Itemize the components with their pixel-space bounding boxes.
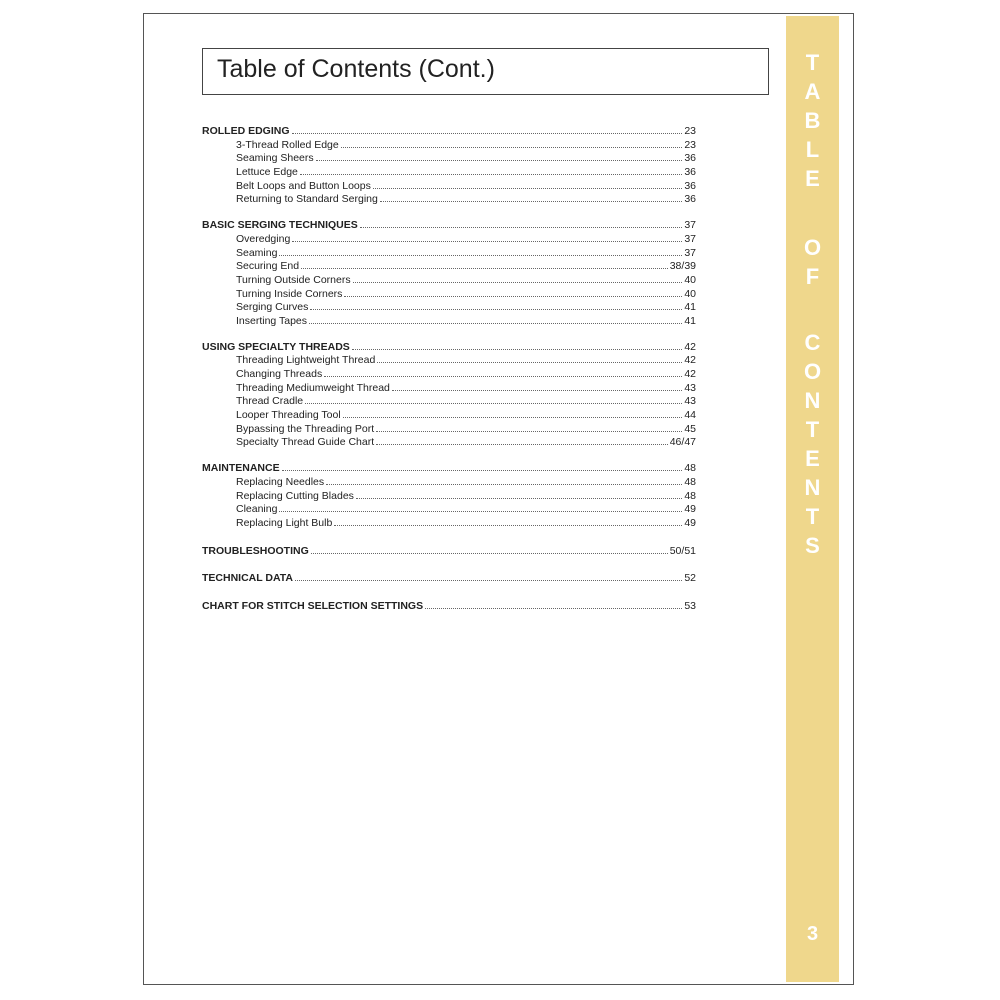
dot-leader: [305, 403, 682, 404]
section-spacer: [202, 586, 696, 600]
toc-entry-label: CHART FOR STITCH SELECTION SETTINGS: [202, 599, 424, 612]
side-tab-letter: T: [805, 50, 820, 75]
toc-entry-label: ROLLED EDGING: [202, 125, 290, 137]
toc-subentry[interactable]: [202, 395, 696, 409]
dot-leader: [316, 160, 683, 161]
toc-entry-page: 41: [684, 314, 696, 327]
dot-leader: [292, 241, 682, 242]
toc-entry-page: 23: [684, 138, 696, 151]
dot-leader: [352, 349, 683, 350]
toc-subentry[interactable]: [202, 423, 696, 437]
dot-leader: [334, 525, 682, 526]
toc-section-heading[interactable]: [202, 600, 696, 614]
side-tab-letter: C: [804, 330, 821, 355]
toc-entry-label: Threading Mediumweight Thread: [236, 381, 390, 394]
toc-entry-label: TECHNICAL DATA: [202, 572, 293, 585]
dot-leader: [373, 188, 682, 189]
toc-entry-label: Returning to Standard Serging: [236, 193, 378, 206]
dot-leader: [392, 390, 682, 391]
side-tab-letter: T: [805, 504, 820, 529]
dot-leader: [295, 580, 682, 581]
toc-subentry[interactable]: [202, 490, 696, 504]
side-tab-letter: E: [805, 166, 820, 191]
toc-entry-page: 48: [684, 489, 696, 502]
toc-entry-page: 48: [684, 475, 696, 488]
toc-subentry[interactable]: [202, 354, 696, 368]
toc-entry-page: 40: [684, 273, 696, 286]
dot-leader: [377, 362, 682, 363]
toc-entry-label: MAINTENANCE: [202, 462, 280, 475]
toc-entry-label: Inserting Tapes: [236, 314, 308, 327]
toc-section-heading[interactable]: [202, 125, 696, 139]
toc-section-heading[interactable]: [202, 572, 696, 586]
toc-subentry[interactable]: [202, 274, 696, 288]
table-of-contents: [202, 125, 696, 614]
dot-leader: [279, 255, 682, 256]
side-tab-letter: N: [804, 388, 821, 413]
toc-entry-page: 37: [684, 246, 696, 259]
dot-leader: [282, 470, 683, 471]
toc-entry-label: Overedging: [236, 232, 291, 245]
toc-subentry[interactable]: [202, 517, 696, 531]
section-spacer: [202, 207, 696, 219]
toc-subentry[interactable]: [202, 503, 696, 517]
toc-entry-label: Specialty Thread Guide Chart: [236, 436, 375, 449]
dot-leader: [300, 174, 682, 175]
toc-entry-label: Lettuce Edge: [236, 166, 298, 179]
toc-entry-label: Thread Cradle: [236, 395, 304, 408]
toc-entry-label: BASIC SERGING TECHNIQUES: [202, 219, 358, 232]
side-tab-letter: E: [805, 446, 820, 471]
dot-leader: [353, 282, 683, 283]
toc-subentry[interactable]: [202, 260, 696, 274]
dot-leader: [380, 201, 682, 202]
toc-subentry[interactable]: [202, 315, 696, 329]
toc-entry-label: 3-Thread Rolled Edge: [236, 138, 339, 151]
section-spacer: [202, 450, 696, 462]
toc-entry-page: 38/39: [669, 260, 696, 273]
toc-subentry[interactable]: [202, 382, 696, 396]
toc-subentry[interactable]: [202, 139, 696, 153]
toc-entry-label: USING SPECIALTY THREADS: [202, 340, 350, 353]
side-tab-letter: B: [804, 108, 821, 133]
toc-entry-page: 52: [684, 572, 696, 585]
toc-entry-page: 46/47: [669, 436, 696, 449]
section-spacer: [202, 531, 696, 545]
page-title: Table of Contents (Cont.): [217, 55, 495, 83]
dot-leader: [309, 323, 682, 324]
toc-entry-label: Changing Threads: [236, 368, 323, 380]
toc-entry-label: Replacing Cutting Blades: [236, 489, 354, 502]
dot-leader: [324, 376, 682, 377]
dot-leader: [311, 553, 668, 554]
toc-subentry[interactable]: [202, 288, 696, 302]
toc-entry-label: Turning Inside Corners: [236, 287, 343, 300]
toc-entry-page: 45: [684, 422, 696, 435]
side-tab-letter: F: [805, 264, 820, 289]
toc-entry-page: 36: [684, 193, 696, 206]
toc-entry-page: 23: [684, 125, 696, 137]
toc-entry-page: 43: [684, 381, 696, 394]
toc-entry-label: Threading Lightweight Thread: [236, 354, 376, 367]
page-title-box: [202, 48, 769, 95]
toc-subentry[interactable]: [202, 368, 696, 382]
toc-subentry[interactable]: [202, 180, 696, 194]
toc-section-heading[interactable]: [202, 462, 696, 476]
toc-entry-label: Turning Outside Corners: [236, 273, 351, 286]
dot-leader: [425, 608, 682, 609]
toc-entry-page: 37: [684, 232, 696, 245]
toc-entry-label: Seaming: [236, 246, 278, 259]
side-tab-letter: A: [804, 79, 821, 104]
page-number: 3: [806, 923, 819, 945]
dot-leader: [356, 498, 682, 499]
dot-leader: [310, 309, 682, 310]
toc-entry-page: 48: [684, 462, 696, 475]
dot-leader: [292, 133, 683, 134]
side-tab-letter: S: [805, 533, 820, 558]
dot-leader: [376, 431, 682, 432]
toc-subentry[interactable]: [202, 247, 696, 261]
toc-entry-label: Looper Threading Tool: [236, 409, 341, 422]
toc-entry-label: Seaming Sheers: [236, 152, 314, 165]
toc-entry-page: 40: [684, 287, 696, 300]
toc-entry-page: 41: [684, 301, 696, 314]
side-tab-letter: L: [805, 137, 820, 162]
toc-subentry[interactable]: [202, 233, 696, 247]
toc-entry-page: 42: [684, 340, 696, 353]
toc-subentry[interactable]: [202, 436, 696, 450]
toc-entry-label: Replacing Light Bulb: [236, 516, 333, 529]
toc-entry-label: Belt Loops and Button Loops: [236, 179, 371, 192]
toc-entry-page: 36: [684, 152, 696, 165]
toc-section-heading[interactable]: [202, 545, 696, 559]
toc-entry-page: 36: [684, 166, 696, 179]
dot-leader: [343, 417, 683, 418]
toc-subentry[interactable]: [202, 301, 696, 315]
toc-entry-label: Serging Curves: [236, 301, 309, 314]
toc-subentry[interactable]: [202, 409, 696, 423]
toc-entry-page: 44: [684, 409, 696, 422]
toc-entry-page: 36: [684, 179, 696, 192]
section-spacer: [202, 558, 696, 572]
toc-entry-page: 49: [684, 516, 696, 529]
toc-entry-page: 43: [684, 395, 696, 408]
toc-entry-label: Replacing Needles: [236, 475, 325, 488]
toc-entry-label: Securing End: [236, 260, 300, 273]
side-tab-letter: O: [803, 359, 822, 384]
toc-entry-page: 50/51: [669, 544, 696, 557]
dot-leader: [326, 484, 682, 485]
toc-entry-label: TROUBLESHOOTING: [202, 544, 309, 557]
toc-entry-page: 49: [684, 503, 696, 516]
toc-entry-page: 42: [684, 368, 696, 380]
side-tab-letter: N: [804, 475, 821, 500]
side-tab-letter: O: [803, 235, 822, 260]
toc-subentry[interactable]: [202, 166, 696, 180]
toc-section-heading[interactable]: [202, 219, 696, 233]
dot-leader: [360, 227, 683, 228]
dot-leader: [279, 511, 682, 512]
toc-entry-label: Cleaning: [236, 503, 278, 516]
dot-leader: [376, 444, 668, 445]
side-tab-letter: T: [805, 417, 820, 442]
toc-entry-page: 53: [684, 599, 696, 612]
section-spacer: [202, 329, 696, 341]
toc-entry-label: Bypassing the Threading Port: [236, 422, 375, 435]
toc-section-heading[interactable]: [202, 341, 696, 355]
dot-leader: [301, 268, 668, 269]
side-tab: [786, 16, 839, 982]
dot-leader: [344, 296, 682, 297]
toc-subentry[interactable]: [202, 193, 696, 207]
toc-subentry[interactable]: [202, 476, 696, 490]
toc-entry-page: 37: [684, 219, 696, 232]
toc-entry-page: 42: [684, 354, 696, 367]
toc-subentry[interactable]: [202, 152, 696, 166]
document-page: [143, 13, 854, 985]
dot-leader: [341, 147, 683, 148]
